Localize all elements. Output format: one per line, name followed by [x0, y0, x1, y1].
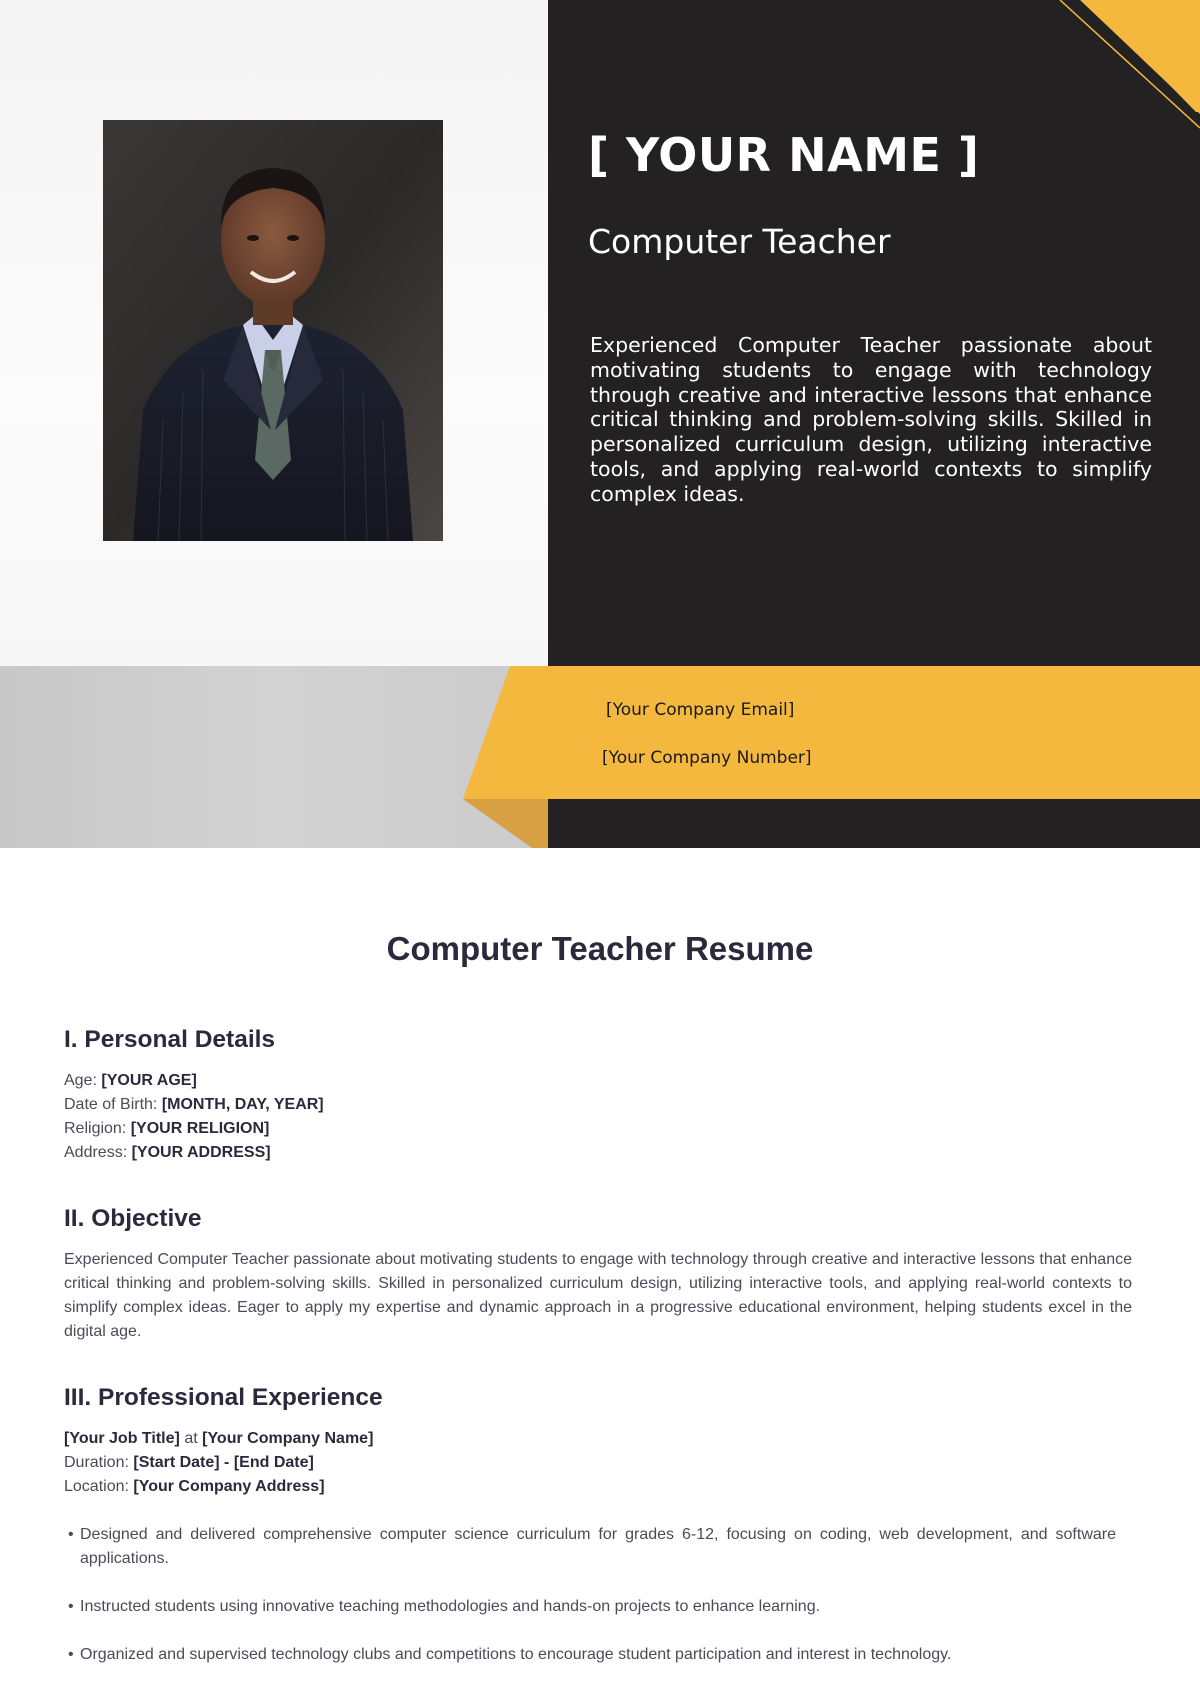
bullet-dot: • [68, 1646, 74, 1663]
religion-line [64, 1120, 269, 1138]
address-line [64, 1144, 271, 1162]
age-value: [YOUR AGE] [101, 1072, 197, 1089]
address-value: [YOUR ADDRESS] [131, 1144, 271, 1161]
job-title: [Your Job Title] [64, 1430, 180, 1447]
profile-photo [103, 120, 443, 541]
dob-label: Date of Birth: [64, 1096, 158, 1113]
document-title: Computer Teacher Resume [386, 930, 814, 967]
contact-number: [Your Company Number] [602, 748, 812, 768]
religion-label: Religion: [64, 1120, 127, 1137]
bullet-text: Designed and delivered comprehensive computer science curriculum for grades 6-12, focusing on coding, web development, and software applications. [80, 1526, 1116, 1567]
job-line [64, 1430, 373, 1448]
bullet-dot: • [68, 1598, 74, 1615]
duration-line [64, 1454, 314, 1472]
corner-stripe-fill [1086, 0, 1200, 112]
objective-heading: II. Objective [64, 1205, 202, 1232]
bullet-dot: • [68, 1526, 74, 1543]
dob-value: [MONTH, DAY, YEAR] [161, 1096, 324, 1113]
header-summary: Experienced Computer Teacher passionate about motivating students to engage with technology through creative and interactive lessons that enhance critical thinking and problem-solving skills. Skilled in personalized curriculum design, utilizing interactive tools, and applying real-world contexts to simplify complex ideas. [590, 333, 1152, 506]
location-label: Location: [64, 1478, 129, 1495]
objective-text: Experienced Computer Teacher passionate about motivating students to engage with technology through creative and interactive lessons that enhance critical thinking and problem-solving skills. Skilled in personalized curriculum design, utilizing interactive tools, and applying real-world contexts to simplify complex ideas. Eager to apply my expertise and dynamic approach in a progressive educational environment, helping students excel in the digital age. [64, 1251, 1132, 1340]
job-at: at [184, 1430, 198, 1447]
personal-details-heading: I. Personal Details [64, 1026, 276, 1053]
company-name: [Your Company Name] [202, 1430, 374, 1447]
bullet-text: Instructed students using innovative teaching methodologies and hands-on projects to enhance learning. [80, 1598, 821, 1615]
experience-bullet [68, 1523, 1116, 1571]
duration-label: Duration: [64, 1454, 129, 1471]
experience-bullet [68, 1643, 1116, 1667]
religion-value: [YOUR RELIGION] [130, 1120, 270, 1137]
bullet-text: Organized and supervised technology clubs and competitions to encourage student participation and interest in technology. [80, 1646, 952, 1663]
experience-heading: III. Professional Experience [64, 1384, 383, 1411]
duration-value: [Start Date] - [End Date] [133, 1454, 314, 1471]
full-name: [ YOUR NAME ] [588, 128, 980, 182]
dob-line [64, 1096, 324, 1114]
resume-header [0, 0, 1200, 848]
job-role: Computer Teacher [588, 222, 891, 261]
location-line [64, 1478, 325, 1496]
location-value: [Your Company Address] [133, 1478, 325, 1495]
contact-ribbon [463, 666, 1200, 799]
age-label: Age: [64, 1072, 97, 1089]
experience-bullet [68, 1595, 1116, 1619]
address-label: Address: [64, 1144, 128, 1161]
age-line [64, 1072, 197, 1090]
ribbon-fold-shade [463, 799, 548, 848]
contact-email: [Your Company Email] [606, 700, 795, 720]
